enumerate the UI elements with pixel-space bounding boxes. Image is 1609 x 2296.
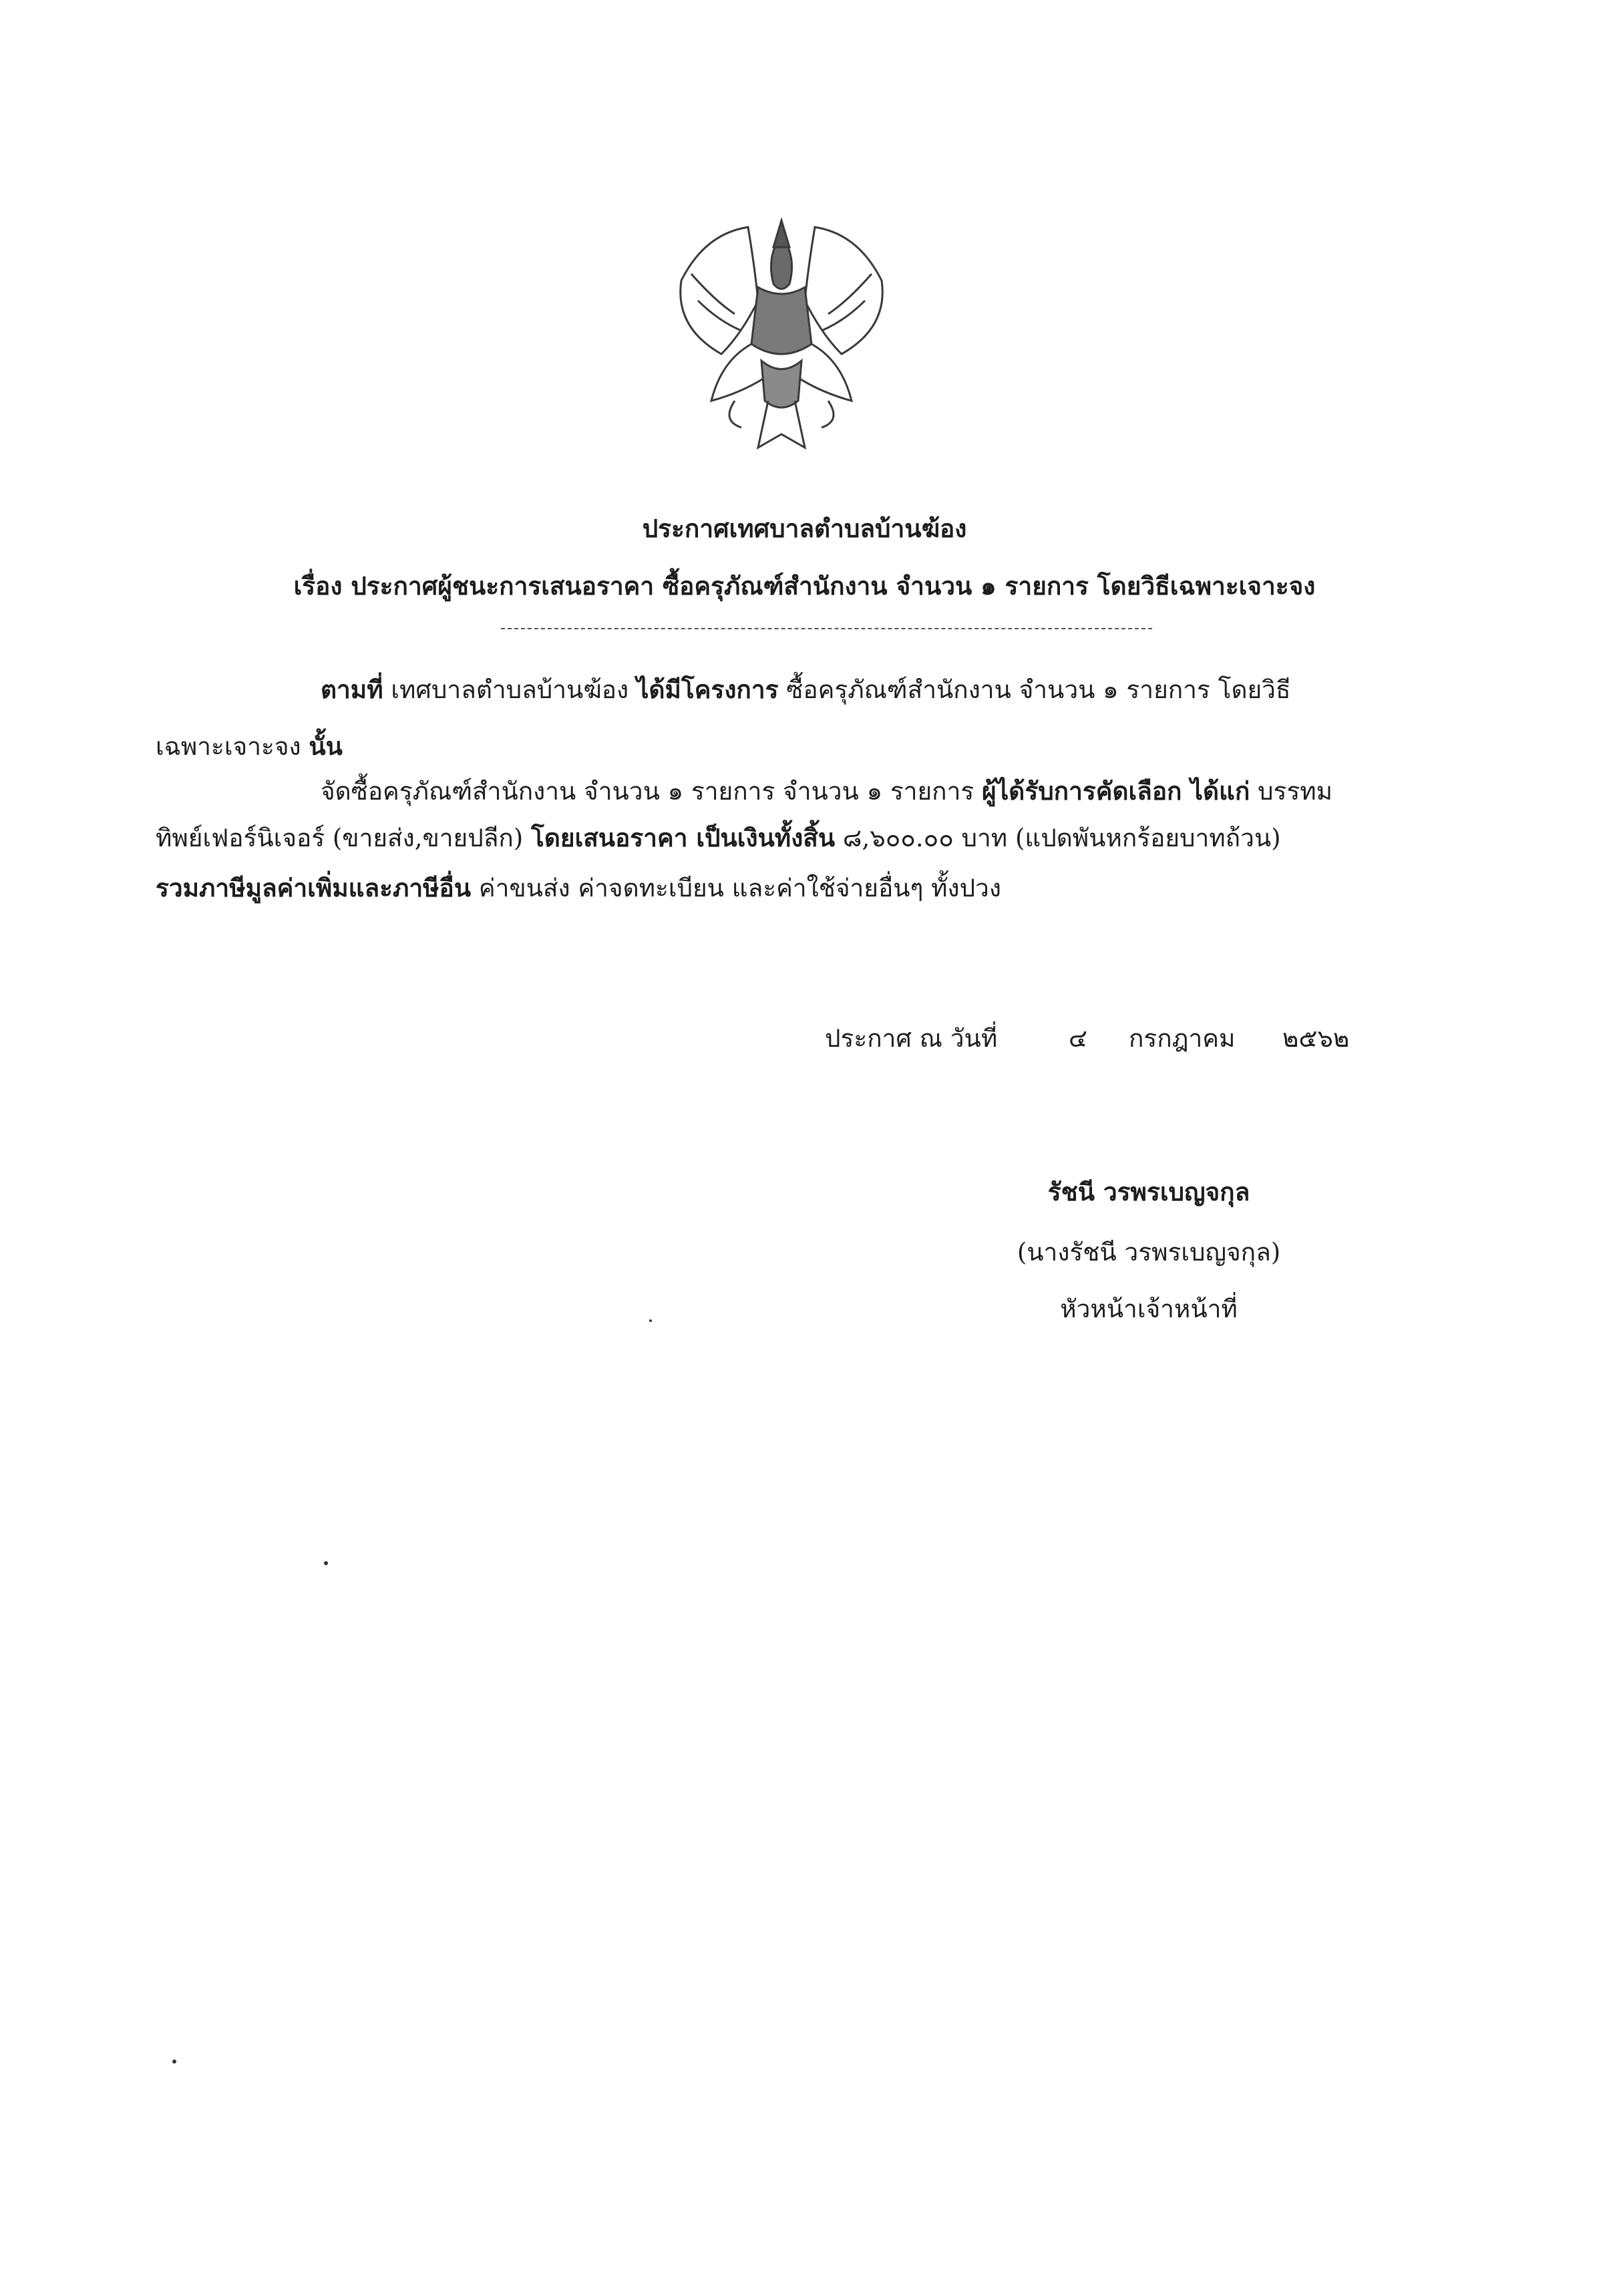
date-prefix: ประกาศ ณ วันที่ bbox=[825, 1024, 998, 1053]
paragraph-3-line-1: รวมภาษีมูลค่าเพิ่มและภาษีอื่น ค่าขนส่ง ค่าจดทะเบียน และค่าใช้จ่ายอื่นๆ ทั้งปวง bbox=[156, 873, 1001, 903]
garuda-emblem bbox=[641, 200, 922, 468]
paragraph-2-line-1: จัดซื้อครุภัณฑ์สำนักงาน จำนวน ๑ รายการ จำนวน ๑ รายการ ผู้ได้รับการคัดเลือก ได้แก่ บรรทม bbox=[321, 776, 1332, 806]
date-day: ๔ bbox=[1069, 1024, 1088, 1053]
paragraph-1-line-2: เฉพาะเจาะจง นั้น bbox=[156, 731, 343, 761]
paragraph-1-line-1: ตามที่ เทศบาลตำบลบ้านฆ้อง ได้มีโครงการ ซื้อครุภัณฑ์สำนักงาน จำนวน ๑ รายการ โดยวิธี bbox=[321, 675, 1291, 704]
paragraph-2-line-2: ทิพย์เฟอร์นิเจอร์ (ขายส่ง,ขายปลีก) โดยเสนอราคา เป็นเงินทั้งสิ้น ๘,๖๐๐.๐๐ บาท (แปดพันหกร้อยบาทถ้วน) bbox=[156, 823, 1281, 852]
scan-speck bbox=[324, 1561, 328, 1565]
announcement-title: ประกาศเทศบาลตำบลบ้านฆ้อง bbox=[642, 514, 967, 543]
announcement-subject: เรื่อง ประกาศผู้ชนะการเสนอราคา ซื้อครุภัณฑ์สำนักงาน จำนวน ๑ รายการ โดยวิธีเฉพาะเจาะจง bbox=[293, 571, 1316, 601]
date-year: ๒๕๖๒ bbox=[1282, 1024, 1350, 1053]
scan-speck bbox=[649, 1319, 652, 1322]
date-month: กรกฎาคม bbox=[1129, 1024, 1236, 1053]
official-position: หัวหน้าเจ้าหน้าที่ bbox=[1060, 1295, 1238, 1323]
scan-speck bbox=[172, 2060, 176, 2064]
dashed-divider bbox=[501, 628, 1152, 629]
printed-name: (นางรัชนี วรพรเบญจกุล) bbox=[1017, 1238, 1281, 1267]
signature-name: รัชนี วรพรเบญจกุล bbox=[1047, 1177, 1250, 1206]
